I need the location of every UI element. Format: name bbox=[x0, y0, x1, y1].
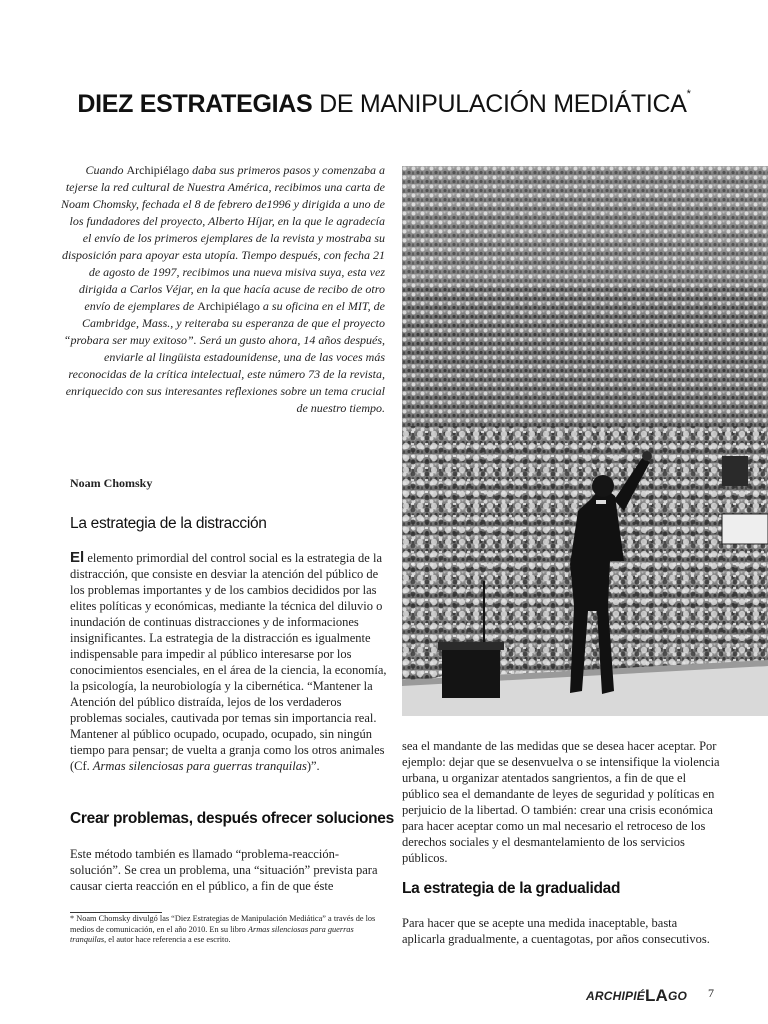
intro-name-2: Archipiélago bbox=[197, 299, 260, 313]
lectern-top bbox=[438, 642, 504, 650]
intro-paragraph bbox=[60, 162, 385, 417]
distraction-citation: Armas silenciosas para guerras tranquilas bbox=[92, 759, 307, 773]
intro-text-1: daba sus primeros pasos y comenzaba a tejerse la red cultural de Nuestra América, recibimos una carta de Noam Chomsky, fechada el 8 de febrero de1996 y dirigida a uno de los fundadores del proyecto, Alberto Híjar, en la que le agradecía el envío de los primeros ejemplares de la revista y mostraba su disposición para apoyar esta utopía. Tiempo después, con fecha 21 de agosto de 1997, recibimos una nueva misiva suya, esta vez dirigida a Carlos Véjar, en la que hacía acuse de recibo de otro envío de ejemplares de bbox=[60, 163, 385, 313]
intro-name-1: Archipiélago bbox=[126, 163, 190, 177]
crowd-haze bbox=[402, 166, 768, 286]
title-footnote-marker: * bbox=[686, 88, 691, 100]
camera-screen bbox=[722, 456, 748, 486]
footnote-divider bbox=[70, 912, 162, 913]
paragraph-distraction bbox=[70, 550, 388, 774]
heading-problems: Crear problemas, después ofrecer soluciones bbox=[70, 810, 394, 827]
magazine-logo bbox=[586, 985, 687, 1005]
dropcap: El bbox=[70, 549, 85, 566]
intro-lead: Cuando bbox=[85, 163, 127, 177]
intro-text-2: a su oficina en el MIT, de Cambridge, Mass., y reiteraba su esperanza de que el proyecto “probara ser muy exitoso”. Será un gusto ahora, 14 años después, enviarle al lingüista estadounidense, una de las voces más reconocidas de la crítica intelectual, este número 73 de la revista, enriquecido con sus interesantes reflexiones sobre un tema crucial de nuestro tiempo. bbox=[63, 299, 385, 415]
crowd-photo bbox=[402, 166, 768, 716]
heading-gradual: La estrategia de la gradualidad bbox=[402, 880, 621, 897]
paragraph-gradual: Para hacer que se acepte una medida inaceptable, basta aplicarla gradualmente, a cuentagotas, por años consecutivos. bbox=[402, 916, 710, 946]
author-name: Noam Chomsky bbox=[70, 476, 153, 490]
footnote bbox=[70, 914, 388, 946]
title-bold: DIEZ ESTRATEGIAS bbox=[77, 90, 313, 118]
lectern bbox=[442, 646, 500, 698]
title-rest: DE MANIPULACIÓN MEDIÁTICA bbox=[312, 90, 687, 118]
logo-part-1: ARCHIPIÉ bbox=[586, 989, 645, 1003]
article-title bbox=[0, 90, 768, 119]
page-number: 7 bbox=[708, 986, 714, 1000]
distraction-end: )”. bbox=[306, 759, 320, 773]
paragraph-problems: Este método también es llamado “problema-reacción-solución”. Se crea un problema, una “situación” prevista para causar cierta reacción en el público, a fin de que éste bbox=[70, 847, 378, 893]
crowd-sign bbox=[722, 514, 768, 544]
distraction-text: elemento primordial del control social es la estrategia de la distracción, que consiste en desviar la atención del público de los problemas importantes y de los cambios decididos por las elites políticas y económicas, mediante la técnica del diluvio o inundación de continuas distracciones y de informaciones insignificantes. La estrategia de la distracción es igualmente indispensable para impedir al público interesarse por los conocimientos esenciales, en el área de la ciencia, la economía, la psicología, la neurobiología y la cibernética. “Mantener la Atención del público distraída, lejos de los verdaderos problemas sociales, cautivada por temas sin importancia real. Mantener al público ocupado, ocupado, ocupado, sin ningún tiempo para pensar; de vuelta a granja como los otros animales (Cf. bbox=[70, 551, 387, 773]
heading-distraction: La estrategia de la distracción bbox=[70, 515, 267, 532]
footnote-text: * Noam Chomsky divulgó las “Diez Estrategias de Manipulación Mediática” a través de los medios de comunicación, en el año 2010. En su libro bbox=[70, 914, 376, 934]
logo-part-3: GO bbox=[668, 989, 688, 1003]
logo-part-2: LA bbox=[644, 986, 669, 1005]
footnote-citation: Armas silenciosas para guerras tranquilas bbox=[70, 924, 354, 944]
footnote-end: , el autor hace referencia a ese escrito. bbox=[104, 935, 231, 944]
paragraph-continuation: sea el mandante de las medidas que se desea hacer aceptar. Por ejemplo: dejar que se desenvuelva o se intensifique la violencia urbana, u organizar atentados sangrientos, a fin de que el público sea el demandante de leyes de seguridad y políticas en perjuicio de la libertad. O también: crear una crisis económica para hacer aceptar como un mal necesario el retroceso de los derechos sociales y el desmantelamiento de los servicios públicos. bbox=[402, 739, 720, 865]
